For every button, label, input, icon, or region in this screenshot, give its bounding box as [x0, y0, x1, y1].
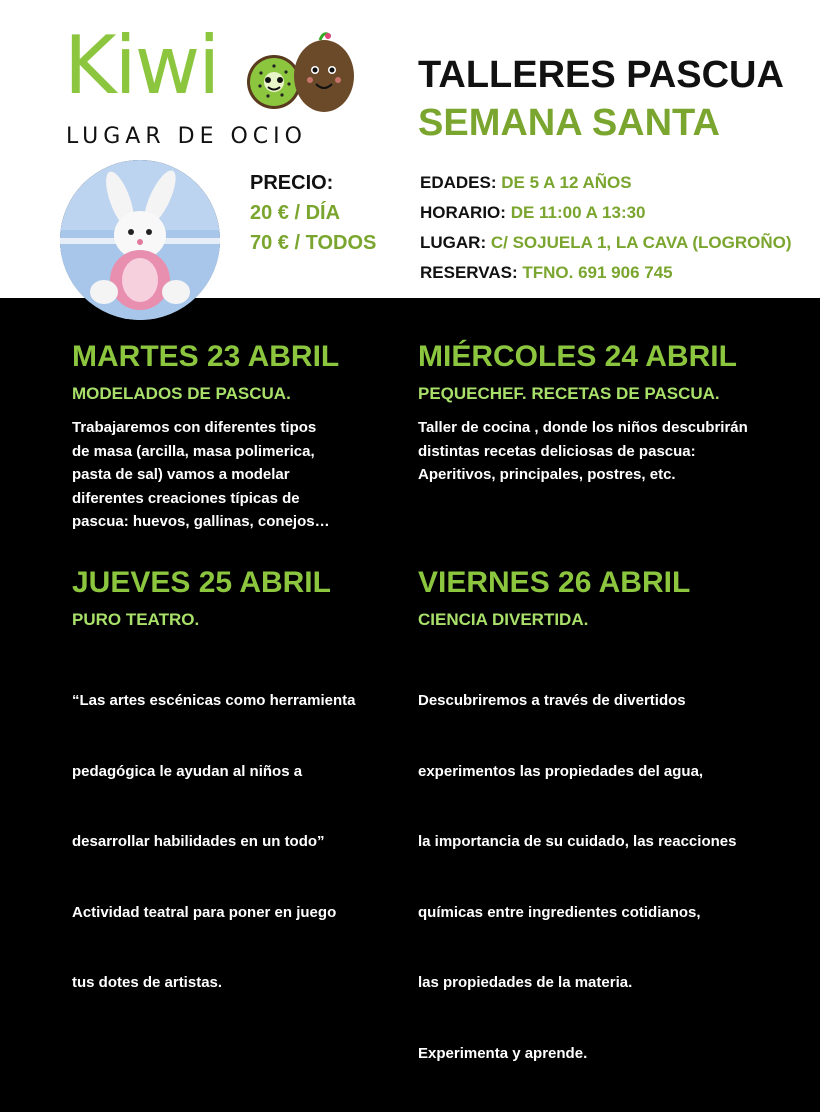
session-day: JUEVES 25 ABRIL [72, 566, 331, 599]
session-title: PURO TEATRO. [72, 610, 200, 629]
description-line: “Las artes escénicas como herramienta [72, 692, 356, 709]
session-wednesday [418, 340, 798, 487]
session-title: MODELADOS DE PASCUA. [72, 384, 291, 403]
kiwi-mascot-icon [244, 26, 364, 118]
price-label: PRECIO: [250, 172, 334, 194]
bunny-figure-image [60, 160, 220, 320]
info-key: LUGAR: [420, 233, 487, 252]
description-line: Taller de cocina , donde los niños descubrirán [418, 419, 748, 436]
session-description [418, 642, 798, 1112]
session-day: VIERNES 26 ABRIL [418, 566, 691, 599]
description-line: diferentes creaciones típicas de [72, 489, 300, 507]
info-row-place [420, 228, 792, 258]
description-line: de masa (arcilla, masa polimerica, [72, 442, 315, 460]
info-value: DE 11:00 A 13:30 [510, 203, 646, 222]
price-per-day: 20 € / DÍA [250, 202, 341, 224]
description-line: químicas entre ingredientes cotidianos, [418, 903, 701, 921]
session-thursday [72, 566, 452, 1042]
info-row-bookings [420, 258, 792, 288]
info-key: RESERVAS: [420, 263, 518, 282]
description-line: Experimenta y aprende. [418, 1044, 588, 1062]
description-line: pasta de sal) vamos a modelar [72, 466, 290, 483]
info-value: C/ SOJUELA 1, LA CAVA (LOGROÑO) [490, 233, 792, 252]
page-subtitle: SEMANA SANTA [418, 102, 720, 144]
session-friday [418, 566, 798, 1112]
page-title: TALLERES PASCUA [418, 54, 784, 96]
description-line: Descubriremos a través de divertidos [418, 692, 686, 709]
session-description [72, 416, 452, 534]
session-tuesday [72, 340, 452, 534]
session-description [418, 416, 798, 487]
description-line: la importancia de su cuidado, las reacciones [418, 833, 737, 850]
description-line: pascua: huevos, gallinas, conejos… [72, 513, 330, 530]
info-key: HORARIO: [420, 203, 506, 222]
session-day: MIÉRCOLES 24 ABRIL [418, 340, 737, 373]
session-title: CIENCIA DIVERTIDA. [418, 610, 589, 629]
info-value: DE 5 A 12 AÑOS [501, 173, 632, 192]
info-block [420, 168, 792, 288]
info-value: TFNO. 691 906 745 [522, 263, 673, 282]
session-title: PEQUECHEF. RECETAS DE PASCUA. [418, 384, 720, 403]
logo-wordmark: Kiwi [64, 19, 219, 112]
info-key: EDADES: [420, 173, 497, 192]
price-block [250, 168, 376, 258]
description-line: distintas recetas deliciosas de pascua: [418, 442, 696, 460]
description-line: desarrollar habilidades en un todo” [72, 833, 325, 850]
info-row-ages [420, 168, 792, 198]
price-all: 70 € / TODOS [250, 232, 377, 254]
description-line: las propiedades de la materia. [418, 974, 633, 991]
description-line: Actividad teatral para poner en juego [72, 903, 337, 921]
description-line: Aperitivos, principales, postres, etc. [418, 466, 676, 483]
session-description [72, 642, 452, 1042]
description-line: tus dotes de artistas. [72, 974, 223, 991]
info-row-schedule [420, 198, 792, 228]
description-line: pedagógica le ayudan al niños a [72, 762, 303, 780]
description-line: experimentos las propiedades del agua, [418, 762, 704, 780]
description-line: Trabajaremos con diferentes tipos [72, 419, 317, 436]
logo-subtitle: LUGAR DE OCIO [66, 124, 307, 149]
session-day: MARTES 23 ABRIL [72, 340, 340, 373]
